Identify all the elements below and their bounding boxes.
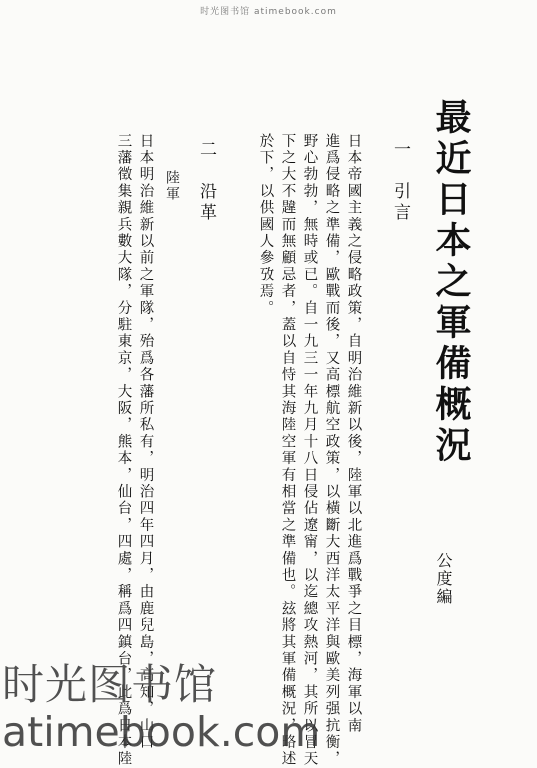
subsection-heading-army: 陸軍 xyxy=(164,170,180,202)
author-name: 公度編 xyxy=(434,552,453,606)
section-heading-history: 二 沿革 xyxy=(196,140,216,224)
body-line: 於下，以供國人參攷焉。 xyxy=(257,133,274,317)
body-line: 三藩徵集親兵數大隊，分駐東京，大阪，熊本，仙台，四處，稱爲四鎮台，此爲日本陸 xyxy=(115,133,132,768)
body-line: 日本明治維新以前之軍隊，殆爲各藩所私有，明治四年四月，由鹿兒島，高知，山口 xyxy=(137,133,154,751)
body-line: 下之大不韙而無顧忌者，蓋以自恃其海陸空軍有相當之準備也。玆將其軍備概況，略述 xyxy=(279,133,296,768)
site-header: 时光图书馆 atimebook.com xyxy=(200,7,337,17)
body-line: 野心勃勃，無時或已。自一九三一年九月十八日侵佔遼甯，以迄總攻熱河，其所以冒天 xyxy=(301,133,318,768)
body-line: 進爲侵略之準備，歐戰而後，又高標航空政策，以橫斷大西洋太平洋與歐美列强抗衡， xyxy=(323,133,340,768)
section-heading-introduction: 一 引言 xyxy=(390,140,410,224)
watermark-url: atimebook.com xyxy=(2,708,321,756)
body-line: 日本帝國主義之侵略政策，自明治維新以後，陸軍以北進爲戰爭之目標，海軍以南 xyxy=(345,133,362,735)
watermark-chinese: 时光图书馆 xyxy=(2,660,218,709)
document-title: 最近日本之軍備概況 xyxy=(430,98,472,467)
